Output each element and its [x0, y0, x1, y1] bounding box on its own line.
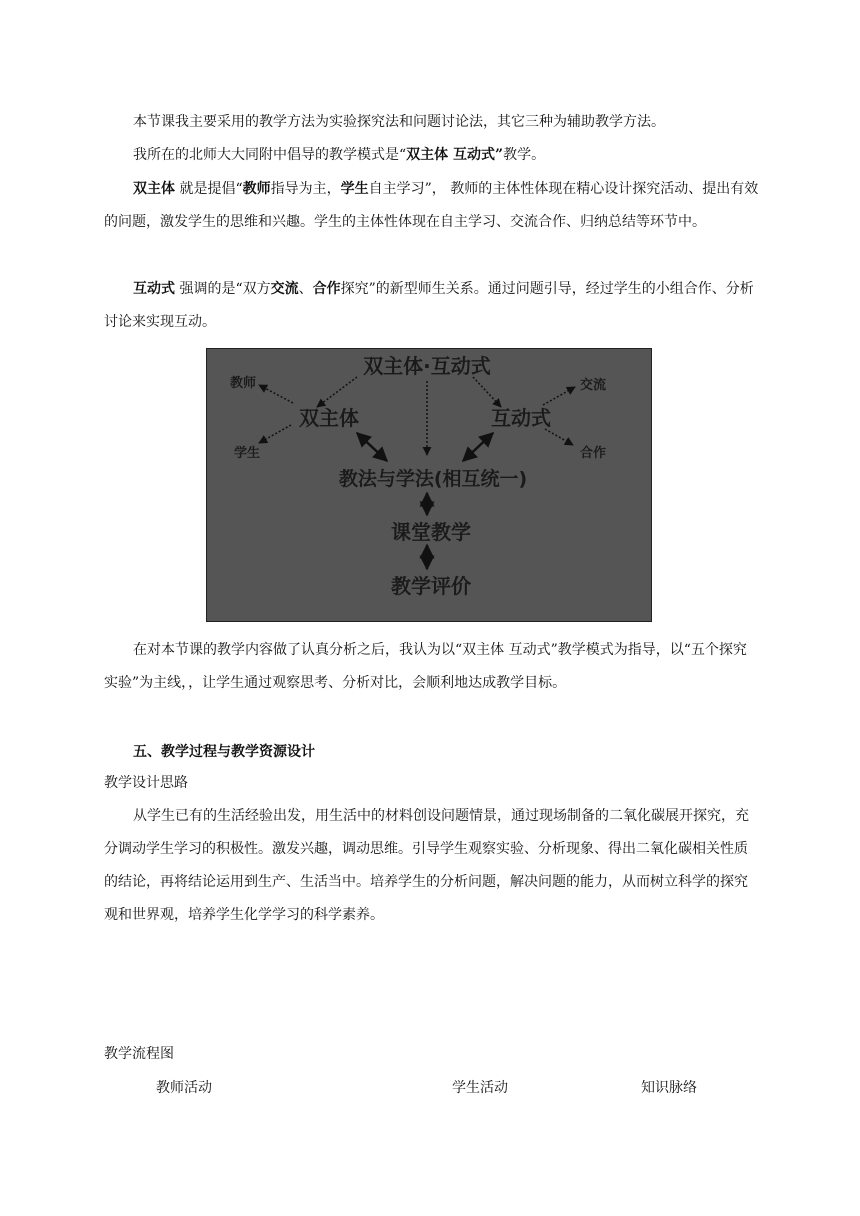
arrow-right-center: [463, 433, 493, 461]
teaching-model-diagram: [206, 348, 652, 622]
paragraph-teaching-methods: 本节课我主要采用的教学方法为实验探究法和问题讨论法，其它三种为辅助教学方法。: [133, 114, 665, 130]
column-knowledge-context: 知识脉络: [641, 1080, 697, 1096]
arrow-left-center: [357, 433, 387, 461]
paragraph-design-ideas: 从学生已有的生活经验出发，用生活中的材料创设问题情景，通过现场制备的二氧化碳展开探究，充分调动学生学习的积极性。激发兴趣，调动思维。引导学生观察实验、分析现象、得出二氧化碳相关性质的结论，再将结论运用到生产、生活当中。培养学生的分析问题，解决问题的能力，从而树立科学的探究观和世界观，培养学生化学学习的科学素养。: [104, 808, 749, 923]
node-student: 学生: [233, 446, 261, 461]
column-teacher-activities: 教师活动: [156, 1080, 212, 1096]
flowchart-label: 教学流程图: [104, 1046, 174, 1062]
node-teacher: 教师: [229, 376, 257, 391]
arrow-right-to-cooperate: [545, 429, 573, 445]
node-classroom-teaching: 课堂教学: [391, 520, 471, 544]
design-ideas-label: 教学设计思路: [104, 775, 188, 791]
paragraph-teaching-model: 我所在的北师大大同附中倡导的教学模式是“双主体 互动式”教学。: [133, 147, 546, 163]
column-student-activities: 学生活动: [452, 1080, 508, 1096]
node-methods-unified: 教法与学法(相互统一): [338, 468, 528, 490]
paragraph-guiding-model: 在对本节课的教学内容做了认真分析之后，我认为以“双主体 互动式”教学模式为指导，以“五个探究实验”为主线，，让学生通过观察思考、分析对比，会顺利地达成教学目标。: [104, 642, 747, 691]
arrow-left-to-student: [259, 425, 291, 443]
arrow-right-to-exchange: [543, 387, 575, 405]
paragraph-interactive: 互动式 强调的是“双方交流、合作探究”的新型师生关系。通过问题引导，经过学生的小组合作、分析讨论来实现互动。: [104, 281, 754, 330]
node-teaching-evaluation: 教学评价: [391, 574, 471, 598]
arrow-title-to-left: [317, 377, 357, 407]
arrow-title-to-right: [473, 377, 501, 407]
section-heading: 五、教学过程与教学资源设计: [133, 744, 315, 760]
node-cooperate: 合作: [579, 446, 607, 461]
paragraph-dual-subject: 双主体 就是提倡“教师指导为主，学生自主学习”， 教师的主体性体现在精心设计探究活动、提出有效的问题，激发学生的思维和兴趣。学生的主体性体现在自主学习、交流合作、归纳总结等环节中。: [104, 181, 759, 230]
node-dual-subject: 双主体: [299, 406, 359, 430]
node-exchange: 交流: [579, 378, 607, 393]
node-interactive: 互动式: [491, 406, 551, 430]
diagram-title: 双主体·互动式: [363, 354, 491, 378]
arrow-left-to-teacher: [259, 385, 293, 403]
